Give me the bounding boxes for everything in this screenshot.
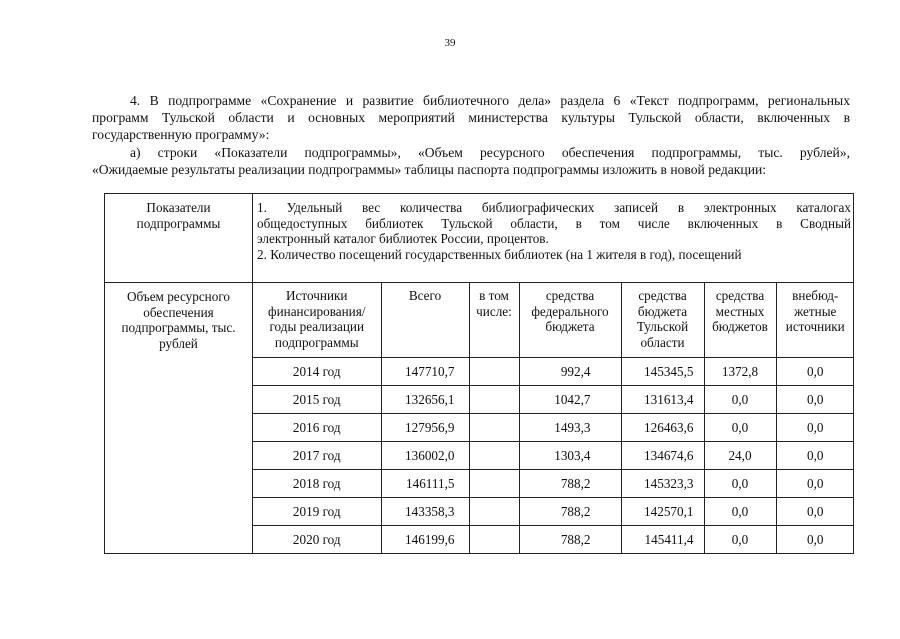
indicators-row (105, 194, 854, 283)
total-cell: 127956,9 (381, 414, 469, 442)
header-offbudget: внебюд-жетные источники (776, 283, 854, 358)
including-cell (469, 442, 519, 470)
year-cell: 2018 год (253, 470, 381, 498)
year-cell: 2020 год (253, 526, 381, 554)
paragraph-line: государственную программу»: (92, 127, 270, 142)
year-cell: 2014 год (253, 358, 381, 386)
federal-cell: 992,4 (519, 358, 621, 386)
offbudget-cell: 0,0 (776, 414, 854, 442)
federal-cell: 1303,4 (519, 442, 621, 470)
header-regional: средства бюджета Тульской области (621, 283, 704, 358)
resources-row (105, 283, 854, 554)
header-sources: Источники финансирования/ годы реализации подпрограммы (253, 283, 381, 358)
paragraph-amendment-intro (92, 92, 850, 143)
header-including: в том числе: (469, 283, 519, 358)
including-cell (469, 526, 519, 554)
including-cell (469, 358, 519, 386)
regional-cell: 126463,6 (621, 414, 704, 442)
regional-cell: 145411,4 (621, 526, 704, 554)
indicator-line: общедоступных библиотек Тульской области, в том числе включенных в Сводный (257, 215, 851, 231)
federal-cell: 788,2 (519, 526, 621, 554)
indicator-line: 2. Количество посещений государственных библиотек (на 1 жителя в год), посещений (257, 246, 742, 262)
passport-table (104, 193, 854, 554)
funding-header-row (253, 283, 854, 358)
header-local: средства местных бюджетов (704, 283, 776, 358)
including-cell (469, 470, 519, 498)
including-cell (469, 386, 519, 414)
header-federal: средства федерального бюджета (519, 283, 621, 358)
page-number: 39 (444, 37, 456, 49)
local-cell: 0,0 (704, 470, 776, 498)
regional-cell: 134674,6 (621, 442, 704, 470)
paragraph-line: а) строки «Показатели подпрограммы», «Объем ресурсного обеспечения подпрограммы, тыс. рублей», (130, 145, 850, 160)
offbudget-cell: 0,0 (776, 442, 854, 470)
funding-row (253, 526, 854, 554)
federal-cell: 1042,7 (519, 386, 621, 414)
federal-cell: 788,2 (519, 470, 621, 498)
local-cell: 0,0 (704, 386, 776, 414)
header-total: Всего (381, 283, 469, 358)
regional-cell: 131613,4 (621, 386, 704, 414)
total-cell: 143358,3 (381, 498, 469, 526)
indicators-text (253, 194, 854, 283)
paragraph-line: 4. В подпрограмме «Сохранение и развитие библиотечного дела» раздела 6 «Текст подпрограмм, региональных (130, 93, 850, 108)
indicators-label: Показатели подпрограммы (105, 194, 253, 283)
regional-cell: 145345,5 (621, 358, 704, 386)
year-cell: 2017 год (253, 442, 381, 470)
total-cell: 136002,0 (381, 442, 469, 470)
indicator-line: электронный каталог библиотек России, процентов. (257, 231, 549, 246)
local-cell: 1372,8 (704, 358, 776, 386)
resources-label: Объем ресурсного обеспечения подпрограммы, тыс. рублей (105, 283, 253, 554)
funding-table (253, 283, 854, 553)
paragraph-line: «Ожидаемые результаты реализации подпрограммы» таблицы паспорта подпрограммы изложить в новой редакции: (92, 162, 767, 177)
funding-row (253, 470, 854, 498)
including-cell (469, 498, 519, 526)
offbudget-cell: 0,0 (776, 470, 854, 498)
regional-cell: 142570,1 (621, 498, 704, 526)
funding-cell (253, 283, 854, 554)
funding-row (253, 442, 854, 470)
local-cell: 0,0 (704, 498, 776, 526)
local-cell: 24,0 (704, 442, 776, 470)
local-cell: 0,0 (704, 526, 776, 554)
federal-cell: 1493,3 (519, 414, 621, 442)
regional-cell: 145323,3 (621, 470, 704, 498)
including-cell (469, 414, 519, 442)
indicator-line: 1. Удельный вес количества библиографических записей в электронных каталогах (257, 200, 851, 215)
offbudget-cell: 0,0 (776, 498, 854, 526)
total-cell: 147710,7 (381, 358, 469, 386)
federal-cell: 788,2 (519, 498, 621, 526)
year-cell: 2019 год (253, 498, 381, 526)
paragraph-subitem-a (92, 144, 850, 178)
offbudget-cell: 0,0 (776, 386, 854, 414)
year-cell: 2015 год (253, 386, 381, 414)
year-cell: 2016 год (253, 414, 381, 442)
total-cell: 132656,1 (381, 386, 469, 414)
local-cell: 0,0 (704, 414, 776, 442)
funding-row (253, 498, 854, 526)
offbudget-cell: 0,0 (776, 358, 854, 386)
paragraph-line: программ Тульской области и основных мероприятий министерства культуры Тульской области, включенных в (92, 110, 850, 125)
total-cell: 146199,6 (381, 526, 469, 554)
funding-row (253, 386, 854, 414)
funding-row (253, 414, 854, 442)
total-cell: 146111,5 (381, 470, 469, 498)
funding-row (253, 358, 854, 386)
offbudget-cell: 0,0 (776, 526, 854, 554)
